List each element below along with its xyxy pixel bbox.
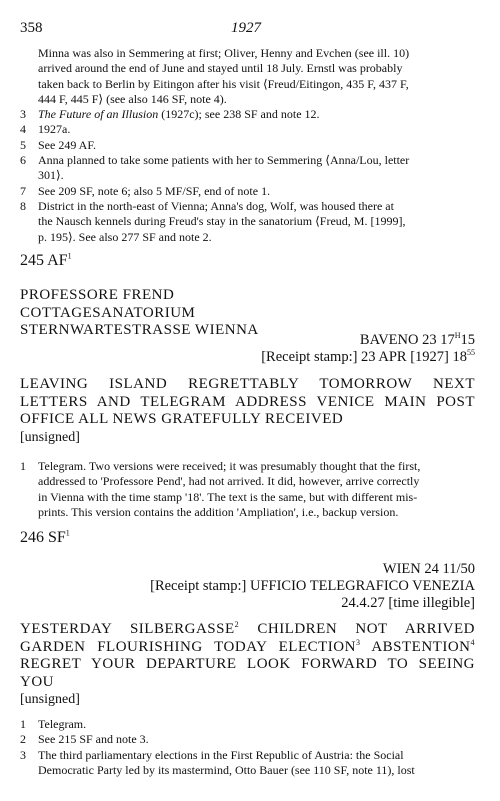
note-line: 444 F, 445 F⟩ (see also 146 SF, note 4). (38, 91, 227, 106)
superscript: 55 (467, 348, 475, 358)
telegram-dateline (20, 332, 475, 366)
telegram-245-body (20, 376, 475, 446)
document-245-heading (20, 252, 475, 270)
note-text: See 209 SF, note 6; also 5 MF/SF, end of note 1. (38, 183, 271, 198)
note-number: 2 (20, 732, 26, 747)
note-number: 1 (20, 459, 26, 473)
note-line: prints. This version contains the addition 'Ampliation', i.e., backup version. (38, 504, 399, 519)
place-date-text: BAVENO 23 17 (359, 332, 455, 348)
note-number: 8 (20, 198, 26, 213)
telegram-text: GARDEN FLOURISHING TODAY ELECTION (20, 638, 356, 655)
telegram-line: OFFICE ALL NEWS GRATEFULLY RECEIVED (20, 411, 344, 427)
telegram-line: LEAVING ISLAND REGRETTABLY TOMORROW NEXT (20, 376, 475, 392)
note-line: District in the north-east of Vienna; Anna's dog, Wolf, was housed there at (38, 198, 394, 213)
note-line: addressed to 'Professore Pend', had not arrived. It did, however, arrive correctly (38, 474, 420, 489)
note-line: taken back to Berlin by Eitingon after his visit ⟨Freud/Eitingon, 435 F, 437 F, (38, 76, 409, 91)
note-3 (20, 107, 475, 122)
telegram-line: REGRET YOUR DEPARTURE LOOK FORWARD TO SEEING (20, 656, 475, 672)
telegram-text: YESTERDAY SILBERGASSE (20, 621, 235, 637)
document-number: 245 AF (20, 252, 68, 269)
note-text (38, 153, 475, 184)
note-text (38, 107, 475, 122)
note-number: 5 (20, 137, 26, 152)
note-1 (20, 459, 475, 520)
signature-note: [unsigned] (20, 429, 80, 445)
telegram-line: YOU (20, 673, 54, 690)
footnote-ref: 3 (355, 637, 361, 647)
running-title-year: 1927 (231, 20, 261, 36)
note-line: in Vienna with the time stamp '18'. The text is the same, but with different mis- (38, 489, 418, 504)
note-number: 4 (20, 122, 26, 137)
note-2-continuation (20, 46, 475, 107)
note-3 (20, 748, 475, 779)
footnote-ref: 1 (67, 251, 72, 261)
receipt-stamp: [Receipt stamp:] UFFICIO TELEGRAFICO VENEZIA (150, 578, 475, 594)
telegram-text: ABSTENTION (360, 638, 471, 655)
telegram-line (20, 621, 475, 639)
note-line: the Nausch kennels during Freud's stay in the sanatorium ⟨Freud, M. [1999], (38, 214, 406, 229)
note-1 (20, 717, 475, 732)
telegram-line (20, 639, 475, 657)
note-number: 1 (20, 717, 26, 731)
note-6 (20, 153, 475, 184)
document-246-heading (20, 529, 475, 547)
signature-note: [unsigned] (20, 692, 80, 707)
note-text (38, 199, 475, 245)
receipt-stamp (20, 349, 475, 366)
receipt-stamp-date: 24.4.27 [time illegible] (341, 595, 475, 611)
receipt-stamp-text: [Receipt stamp:] 23 APR [1927] 18 (261, 349, 467, 365)
note-line: p. 195⟩. See also 277 SF and note 2. (38, 229, 212, 244)
footnote-ref: 2 (234, 620, 240, 629)
footnote-ref: 4 (470, 637, 475, 647)
telegram-line: LETTERS AND TELEGRAM ADDRESS VENICE MAIN POST (20, 393, 475, 410)
note-5 (20, 138, 475, 153)
document-number: 246 SF (20, 529, 66, 546)
note-line: The third parliamentary elections in the First Republic of Austria: the Social (38, 747, 404, 762)
book-title: The Future of an Illusion (38, 107, 159, 122)
document-246-notes (20, 717, 475, 778)
document-245-notes (20, 459, 475, 520)
address-line: COTTAGESANATORIUM (20, 304, 196, 321)
note-text: See 215 SF and note 3. (38, 732, 149, 747)
previous-document-notes (20, 46, 475, 245)
superscript: H (454, 331, 461, 341)
note-text: 1927a. (38, 122, 71, 137)
note-line: arrived around the end of June and stayed until 18 July. Ernstl was probably (38, 61, 403, 76)
note-text-rest: (1927c); see 238 SF and note 12. (158, 107, 320, 122)
page-number: 358 (20, 20, 43, 36)
note-number: 6 (20, 153, 26, 168)
address-line: STERNWARTESTRASSE WIENNA (20, 322, 259, 338)
note-line: Anna planned to take some patients with her to Semmering ⟨Anna/Lou, letter (38, 153, 410, 168)
note-text: Telegram. (38, 717, 87, 731)
footnote-ref: 1 (65, 528, 70, 538)
place-date-end: 15 (460, 332, 475, 348)
address-line: PROFESSORE FREND (20, 287, 175, 303)
note-text (38, 748, 475, 779)
running-header (20, 20, 472, 40)
note-2 (20, 732, 475, 747)
note-line: Democratic Party led by its mastermind, Otto Bauer (see 110 SF, note 11), lost (38, 762, 415, 777)
telegram-text: CHILDREN NOT ARRIVED (239, 621, 475, 637)
note-line: Telegram. Two versions were received; it was presumably thought that the first, (38, 459, 421, 473)
note-number: 3 (20, 747, 26, 762)
note-text (38, 459, 475, 520)
note-number: 7 (20, 183, 26, 198)
place-date (20, 332, 475, 349)
note-line: 301⟩. (38, 168, 64, 183)
place-date: WIEN 24 11/50 (382, 561, 475, 577)
note-number: 3 (20, 107, 26, 122)
telegram-246-body (20, 621, 475, 709)
note-8 (20, 199, 475, 245)
telegram-246-dateline (20, 561, 475, 612)
note-7 (20, 184, 475, 199)
note-line: Minna was also in Semmering at first; Oliver, Henny and Evchen (see ill. 10) (38, 46, 410, 60)
note-4 (20, 122, 475, 137)
note-text: See 249 AF. (38, 137, 97, 152)
